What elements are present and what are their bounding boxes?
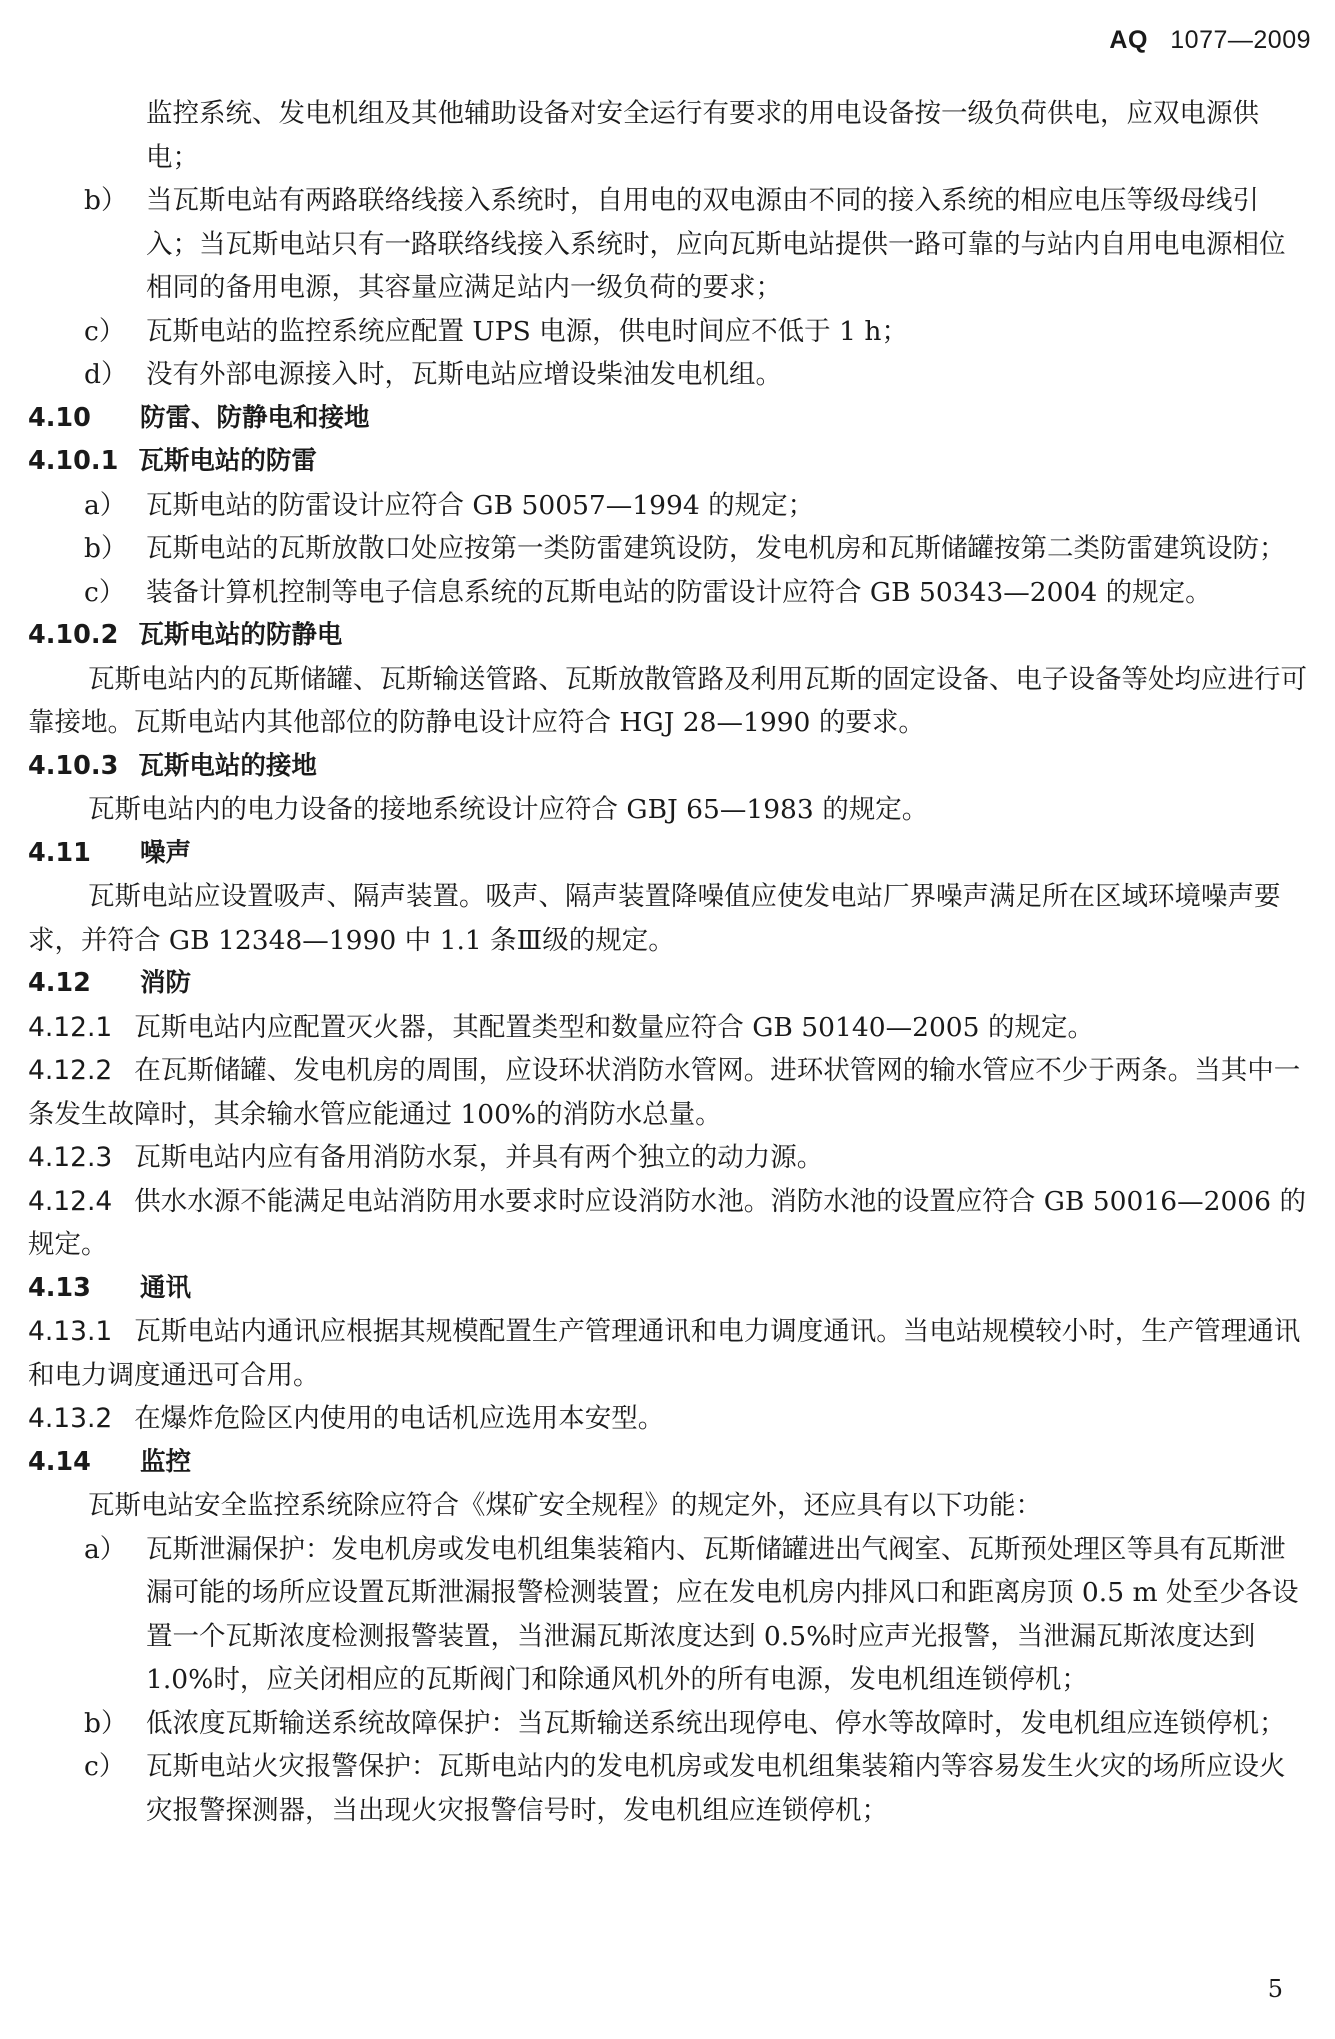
- section-heading: [28, 1267, 1310, 1311]
- page-header: [1109, 26, 1311, 55]
- list-item-text: 瓦斯电站的监控系统应配置 UPS 电源，供电时间应不低于 1 h；: [146, 315, 908, 347]
- section-title: 防雷、防静电和接地: [140, 402, 370, 433]
- numbered-clause: [28, 1006, 1310, 1050]
- section-title: 消防: [140, 968, 192, 998]
- list-item-text: 瓦斯电站火灾报警保护：瓦斯电站内的发电机房或发电机组集装箱内等容易发生火灾的场所应设火灾报警探测器，当出现火灾报警信号时，发电机组应连锁停机；: [146, 1751, 1286, 1826]
- standard-code: AQ: [1109, 26, 1148, 54]
- clause-text: 在瓦斯储罐、发电机房的周围，应设环状消防水管网。进环状管网的输水管应不少于两条。当其中一条发生故障时，其余输水管应能通过 100%的消防水总量。: [28, 1055, 1301, 1130]
- paragraph: 瓦斯电站内的瓦斯储罐、瓦斯输送管路、瓦斯放散管路及利用瓦斯的固定设备、电子设备等处均应进行可靠接地。瓦斯电站内其他部位的防静电设计应符合 HGJ 28—1990 的要求。: [28, 663, 1307, 738]
- list-item-label: a）: [84, 1533, 127, 1565]
- clause-number: 4.12.4: [28, 1185, 113, 1217]
- list-item: [28, 1528, 1310, 1702]
- section-title: 瓦斯电站的防雷: [138, 446, 317, 476]
- section-heading: [28, 832, 1310, 876]
- list-item-text: 低浓度瓦斯输送系统故障保护：当瓦斯输送系统出现停电、停水等故障时，发电机组应连锁停机；: [146, 1707, 1286, 1739]
- list-item-label: c）: [84, 576, 126, 608]
- page-number: 5: [1267, 1975, 1283, 2003]
- clause-number: 4.12.1: [28, 1011, 113, 1043]
- list-item-text: 装备计算机控制等电子信息系统的瓦斯电站的防雷设计应符合 GB 50343—2004 的规定。: [146, 576, 1212, 608]
- list-item-text: 当瓦斯电站有两路联络线接入系统时，自用电的双电源由不同的接入系统的相应电压等级母线引入；当瓦斯电站只有一路联络线接入系统时，应向瓦斯电站提供一路可靠的与站内自用电电源相位相同的备用电源，其容量应满足站内一级负荷的要求；: [146, 185, 1286, 303]
- section-number: 4.10.2: [28, 620, 119, 650]
- section-title: 监控: [140, 1446, 192, 1477]
- list-item-label: b）: [84, 185, 128, 216]
- list-item-label: c）: [84, 315, 126, 347]
- list-item: [28, 179, 1310, 310]
- list-item-label: b）: [84, 533, 128, 564]
- section-number: 4.13: [28, 1272, 91, 1303]
- section-title: 瓦斯电站的接地: [138, 750, 317, 781]
- section-heading: [28, 1441, 1310, 1485]
- clause-number: 4.12.2: [28, 1055, 113, 1086]
- clause-number: 4.13.1: [28, 1316, 113, 1347]
- document-body: [28, 92, 1310, 1832]
- clause-text: 瓦斯电站内通讯应根据其规模配置生产管理通讯和电力调度通讯。当电站规模较小时，生产管理通讯和电力调度通迅可合用。: [28, 1316, 1301, 1391]
- list-item-continuation: 监控系统、发电机组及其他辅助设备对安全运行有要求的用电设备按一级负荷供电，应双电源供电；: [146, 98, 1259, 173]
- list-item: [28, 310, 1310, 354]
- paragraph: 瓦斯电站应设置吸声、隔声装置。吸声、隔声装置降噪值应使发电站厂界噪声满足所在区域环境噪声要求，并符合 GB 12348—1990 中 1.1 条Ⅲ级的规定。: [28, 881, 1281, 956]
- list-item-label: c）: [84, 1751, 126, 1782]
- numbered-clause: [28, 1397, 1310, 1441]
- list-item-text: 瓦斯电站的瓦斯放散口处应按第一类防雷建筑设防，发电机房和瓦斯储罐按第二类防雷建筑设防；: [146, 533, 1286, 564]
- list-item: [28, 353, 1310, 397]
- clause-text: 供水水源不能满足电站消防用水要求时应设消防水池。消防水池的设置应符合 GB 50016—2006 的规定。: [28, 1185, 1306, 1260]
- section-number: 4.10.3: [28, 750, 119, 781]
- list-item-label: d）: [84, 359, 128, 390]
- section-heading: [28, 397, 1310, 441]
- clause-number: 4.13.2: [28, 1403, 113, 1434]
- list-item: [28, 571, 1310, 615]
- section-number: 4.14: [28, 1446, 91, 1477]
- standard-number: 1077—2009: [1170, 26, 1311, 54]
- list-item-label: b）: [84, 1707, 128, 1739]
- section-title: 瓦斯电站的防静电: [138, 620, 343, 650]
- subsection-heading: [28, 614, 1310, 658]
- list-item: [28, 1745, 1310, 1832]
- clause-number: 4.12.3: [28, 1142, 113, 1173]
- section-title: 噪声: [140, 837, 192, 868]
- subsection-heading: [28, 440, 1310, 484]
- subsection-heading: [28, 745, 1310, 789]
- section-number: 4.12: [28, 968, 91, 998]
- section-heading: [28, 962, 1310, 1006]
- numbered-clause: [28, 1049, 1310, 1136]
- numbered-clause: [28, 1180, 1310, 1267]
- clause-text: 瓦斯电站内应配置灭火器，其配置类型和数量应符合 GB 50140—2005 的规定。: [134, 1011, 1094, 1043]
- section-number: 4.10: [28, 402, 91, 433]
- list-item: [28, 484, 1310, 528]
- numbered-clause: [28, 1310, 1310, 1397]
- section-number: 4.11: [28, 837, 91, 868]
- clause-text: 瓦斯电站内应有备用消防水泵，并具有两个独立的动力源。: [134, 1142, 824, 1173]
- list-item-text: 没有外部电源接入时，瓦斯电站应增设柴油发电机组。: [146, 359, 782, 390]
- clause-text: 在爆炸危险区内使用的电话机应选用本安型。: [134, 1403, 665, 1434]
- list-item-text: 瓦斯泄漏保护：发电机房或发电机组集装箱内、瓦斯储罐进出气阀室、瓦斯预处理区等具有瓦斯泄漏可能的场所应设置瓦斯泄漏报警检测装置；应在发电机房内排风口和距离房顶 0.5 m 处至少各设置一个瓦斯浓度检测报警装置，当泄漏瓦斯浓度达到 0.5%时应声光报警，当泄漏瓦斯浓度达到 1.0%时，应关闭相应的瓦斯阀门和除通风机外的所有电源，发电机组连锁停机；: [146, 1533, 1299, 1695]
- list-item: [28, 527, 1310, 571]
- list-item-label: a）: [84, 489, 127, 521]
- paragraph: 瓦斯电站内的电力设备的接地系统设计应符合 GBJ 65—1983 的规定。: [88, 794, 929, 825]
- section-title: 通讯: [140, 1272, 192, 1303]
- section-number: 4.10.1: [28, 446, 119, 476]
- numbered-clause: [28, 1136, 1310, 1180]
- list-item-text: 瓦斯电站的防雷设计应符合 GB 50057—1994 的规定；: [146, 489, 815, 521]
- list-item: [28, 1702, 1310, 1746]
- paragraph: 瓦斯电站安全监控系统除应符合《煤矿安全规程》的规定外，还应具有以下功能：: [88, 1490, 1042, 1521]
